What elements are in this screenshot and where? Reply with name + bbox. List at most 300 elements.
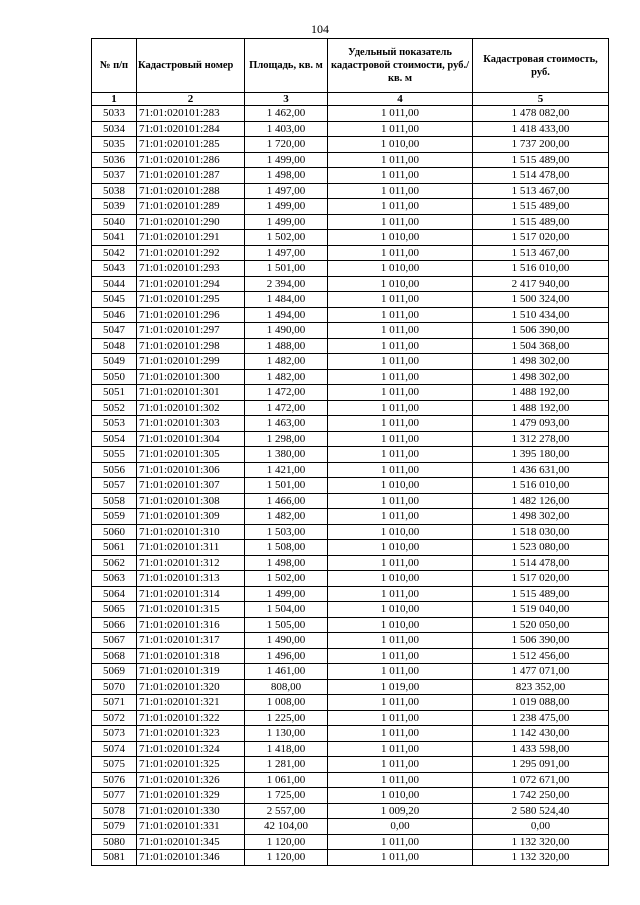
cell-row-number: 5079 (92, 819, 137, 835)
cell-row-number: 5075 (92, 757, 137, 773)
cell-row-number: 5045 (92, 292, 137, 308)
table-row (92, 431, 609, 447)
cell-area: 1 725,00 (245, 788, 328, 804)
table-row (92, 772, 609, 788)
cell-row-number: 5078 (92, 803, 137, 819)
cell-cadastral-number: 71:01:020101:331 (137, 819, 245, 835)
cell-row-number: 5057 (92, 478, 137, 494)
cell-row-number: 5065 (92, 602, 137, 618)
cell-specific-rate: 1 010,00 (328, 261, 473, 277)
cell-area: 1 461,00 (245, 664, 328, 680)
cell-cadastral-number: 71:01:020101:320 (137, 679, 245, 695)
table-row (92, 183, 609, 199)
cell-row-number: 5033 (92, 106, 137, 122)
cell-cadastral-cost: 1 418 433,00 (473, 121, 609, 137)
table-row (92, 400, 609, 416)
cell-area: 1 502,00 (245, 230, 328, 246)
cell-specific-rate: 1 011,00 (328, 741, 473, 757)
cell-cadastral-number: 71:01:020101:290 (137, 214, 245, 230)
header-cadastral-number: Кадастровый номер (137, 39, 245, 93)
cell-row-number: 5042 (92, 245, 137, 261)
cell-cadastral-cost: 1 479 093,00 (473, 416, 609, 432)
cell-specific-rate: 1 011,00 (328, 586, 473, 602)
cell-cadastral-cost: 1 498 302,00 (473, 509, 609, 525)
cell-area: 1 466,00 (245, 493, 328, 509)
cell-specific-rate: 1 011,00 (328, 214, 473, 230)
cell-cadastral-cost: 1 515 489,00 (473, 199, 609, 215)
cell-cadastral-number: 71:01:020101:321 (137, 695, 245, 711)
cell-row-number: 5055 (92, 447, 137, 463)
table-row (92, 617, 609, 633)
cell-cadastral-number: 71:01:020101:295 (137, 292, 245, 308)
cell-row-number: 5061 (92, 540, 137, 556)
cell-area: 1 497,00 (245, 183, 328, 199)
cell-area: 1 503,00 (245, 524, 328, 540)
cell-row-number: 5076 (92, 772, 137, 788)
column-number: 1 (92, 93, 137, 106)
cell-area: 1 462,00 (245, 106, 328, 122)
cell-area: 1 120,00 (245, 834, 328, 850)
header-number: № п/п (92, 39, 137, 93)
table-row (92, 741, 609, 757)
cell-cadastral-number: 71:01:020101:315 (137, 602, 245, 618)
cell-cadastral-cost: 1 482 126,00 (473, 493, 609, 509)
cell-specific-rate: 1 011,00 (328, 245, 473, 261)
cell-row-number: 5049 (92, 354, 137, 370)
cell-cadastral-number: 71:01:020101:291 (137, 230, 245, 246)
cell-cadastral-cost: 1 500 324,00 (473, 292, 609, 308)
cell-area: 1 488,00 (245, 338, 328, 354)
cell-row-number: 5036 (92, 152, 137, 168)
table-row (92, 524, 609, 540)
cell-area: 1 061,00 (245, 772, 328, 788)
cell-cadastral-cost: 1 072 671,00 (473, 772, 609, 788)
cell-specific-rate: 1 011,00 (328, 555, 473, 571)
table-row (92, 555, 609, 571)
cell-area: 1 403,00 (245, 121, 328, 137)
cell-cadastral-cost: 1 512 456,00 (473, 648, 609, 664)
cell-row-number: 5066 (92, 617, 137, 633)
cell-cadastral-number: 71:01:020101:301 (137, 385, 245, 401)
cell-cadastral-number: 71:01:020101:318 (137, 648, 245, 664)
cell-area: 1 499,00 (245, 199, 328, 215)
cell-specific-rate: 1 011,00 (328, 834, 473, 850)
cell-row-number: 5050 (92, 369, 137, 385)
cell-cadastral-number: 71:01:020101:300 (137, 369, 245, 385)
cell-cadastral-cost: 1 523 080,00 (473, 540, 609, 556)
cell-area: 1 499,00 (245, 152, 328, 168)
cell-row-number: 5062 (92, 555, 137, 571)
cell-row-number: 5059 (92, 509, 137, 525)
cell-row-number: 5054 (92, 431, 137, 447)
cell-cadastral-cost: 1 312 278,00 (473, 431, 609, 447)
cell-row-number: 5043 (92, 261, 137, 277)
cell-cadastral-cost: 1 516 010,00 (473, 478, 609, 494)
cell-cadastral-cost: 1 019 088,00 (473, 695, 609, 711)
cell-row-number: 5038 (92, 183, 137, 199)
cell-row-number: 5069 (92, 664, 137, 680)
cell-row-number: 5040 (92, 214, 137, 230)
column-number: 2 (137, 93, 245, 106)
table-row (92, 648, 609, 664)
cell-area: 1 421,00 (245, 462, 328, 478)
cell-specific-rate: 1 011,00 (328, 493, 473, 509)
cell-cadastral-cost: 1 516 010,00 (473, 261, 609, 277)
cell-specific-rate: 1 011,00 (328, 462, 473, 478)
cell-area: 808,00 (245, 679, 328, 695)
cell-specific-rate: 1 011,00 (328, 168, 473, 184)
cell-cadastral-cost: 1 142 430,00 (473, 726, 609, 742)
cell-area: 42 104,00 (245, 819, 328, 835)
cell-row-number: 5067 (92, 633, 137, 649)
cell-area: 1 502,00 (245, 571, 328, 587)
table-row (92, 462, 609, 478)
table-row (92, 493, 609, 509)
cell-specific-rate: 1 010,00 (328, 540, 473, 556)
cell-cadastral-number: 71:01:020101:313 (137, 571, 245, 587)
cell-cadastral-number: 71:01:020101:306 (137, 462, 245, 478)
table-row (92, 478, 609, 494)
cell-specific-rate: 1 011,00 (328, 431, 473, 447)
cell-row-number: 5081 (92, 850, 137, 866)
cell-specific-rate: 1 011,00 (328, 152, 473, 168)
cell-cadastral-cost: 1 498 302,00 (473, 354, 609, 370)
cell-specific-rate: 0,00 (328, 819, 473, 835)
cell-area: 1 494,00 (245, 307, 328, 323)
table-row (92, 834, 609, 850)
cell-cadastral-number: 71:01:020101:286 (137, 152, 245, 168)
table-row (92, 292, 609, 308)
cell-row-number: 5073 (92, 726, 137, 742)
cell-row-number: 5048 (92, 338, 137, 354)
cell-specific-rate: 1 010,00 (328, 137, 473, 153)
cell-cadastral-number: 71:01:020101:285 (137, 137, 245, 153)
column-number: 4 (328, 93, 473, 106)
cell-cadastral-number: 71:01:020101:326 (137, 772, 245, 788)
cell-area: 1 504,00 (245, 602, 328, 618)
cell-cadastral-number: 71:01:020101:345 (137, 834, 245, 850)
cell-cadastral-number: 71:01:020101:308 (137, 493, 245, 509)
table-row (92, 679, 609, 695)
cell-area: 1 501,00 (245, 261, 328, 277)
cell-cadastral-number: 71:01:020101:299 (137, 354, 245, 370)
cell-specific-rate: 1 010,00 (328, 478, 473, 494)
table-row (92, 369, 609, 385)
cell-cadastral-cost: 1 513 467,00 (473, 245, 609, 261)
cell-cadastral-number: 71:01:020101:311 (137, 540, 245, 556)
cell-area: 1 508,00 (245, 540, 328, 556)
cell-cadastral-number: 71:01:020101:316 (137, 617, 245, 633)
cell-specific-rate: 1 011,00 (328, 695, 473, 711)
cell-specific-rate: 1 011,00 (328, 369, 473, 385)
cell-cadastral-number: 71:01:020101:283 (137, 106, 245, 122)
cell-cadastral-cost: 2 580 524,40 (473, 803, 609, 819)
cell-specific-rate: 1 011,00 (328, 292, 473, 308)
table-row (92, 121, 609, 137)
cell-row-number: 5070 (92, 679, 137, 695)
column-number: 5 (473, 93, 609, 106)
cell-row-number: 5074 (92, 741, 137, 757)
cell-area: 1 499,00 (245, 214, 328, 230)
cell-cadastral-number: 71:01:020101:302 (137, 400, 245, 416)
cell-specific-rate: 1 011,00 (328, 664, 473, 680)
cell-specific-rate: 1 010,00 (328, 788, 473, 804)
table-row (92, 695, 609, 711)
cell-cadastral-number: 71:01:020101:325 (137, 757, 245, 773)
cell-cadastral-cost: 1 504 368,00 (473, 338, 609, 354)
cell-specific-rate: 1 009,20 (328, 803, 473, 819)
cell-specific-rate: 1 011,00 (328, 447, 473, 463)
cell-specific-rate: 1 011,00 (328, 385, 473, 401)
cell-cadastral-number: 71:01:020101:296 (137, 307, 245, 323)
cell-specific-rate: 1 011,00 (328, 121, 473, 137)
cell-area: 1 225,00 (245, 710, 328, 726)
cell-row-number: 5053 (92, 416, 137, 432)
table-row (92, 803, 609, 819)
cell-row-number: 5052 (92, 400, 137, 416)
cell-specific-rate: 1 011,00 (328, 710, 473, 726)
cell-specific-rate: 1 010,00 (328, 524, 473, 540)
cell-cadastral-number: 71:01:020101:309 (137, 509, 245, 525)
table-row (92, 152, 609, 168)
table-row (92, 710, 609, 726)
cell-row-number: 5041 (92, 230, 137, 246)
cell-specific-rate: 1 011,00 (328, 648, 473, 664)
cell-row-number: 5051 (92, 385, 137, 401)
cell-area: 1 484,00 (245, 292, 328, 308)
cell-area: 1 499,00 (245, 586, 328, 602)
cell-cadastral-cost: 1 488 192,00 (473, 400, 609, 416)
cell-cadastral-number: 71:01:020101:317 (137, 633, 245, 649)
cell-cadastral-number: 71:01:020101:319 (137, 664, 245, 680)
cell-specific-rate: 1 011,00 (328, 323, 473, 339)
cell-cadastral-number: 71:01:020101:305 (137, 447, 245, 463)
cell-cadastral-number: 71:01:020101:294 (137, 276, 245, 292)
table-row (92, 245, 609, 261)
cell-area: 1 380,00 (245, 447, 328, 463)
cell-area: 1 501,00 (245, 478, 328, 494)
table-row (92, 137, 609, 153)
cell-row-number: 5047 (92, 323, 137, 339)
cell-cadastral-cost: 1 433 598,00 (473, 741, 609, 757)
cell-area: 1 482,00 (245, 509, 328, 525)
cell-cadastral-cost: 823 352,00 (473, 679, 609, 695)
cell-row-number: 5060 (92, 524, 137, 540)
cell-cadastral-number: 71:01:020101:346 (137, 850, 245, 866)
cell-cadastral-number: 71:01:020101:314 (137, 586, 245, 602)
table-row (92, 664, 609, 680)
table-header-row (92, 39, 609, 93)
cell-area: 1 720,00 (245, 137, 328, 153)
cell-area: 1 482,00 (245, 354, 328, 370)
cell-cadastral-cost: 1 514 478,00 (473, 168, 609, 184)
cell-specific-rate: 1 011,00 (328, 633, 473, 649)
table-row (92, 199, 609, 215)
cell-area: 1 418,00 (245, 741, 328, 757)
column-number: 3 (245, 93, 328, 106)
cell-specific-rate: 1 011,00 (328, 354, 473, 370)
cell-area: 1 497,00 (245, 245, 328, 261)
cell-row-number: 5080 (92, 834, 137, 850)
cell-cadastral-cost: 1 515 489,00 (473, 214, 609, 230)
cell-cadastral-cost: 1 510 434,00 (473, 307, 609, 323)
page-number: 104 (311, 22, 329, 36)
cell-area: 2 557,00 (245, 803, 328, 819)
cell-cadastral-cost: 1 478 082,00 (473, 106, 609, 122)
cell-specific-rate: 1 011,00 (328, 106, 473, 122)
cell-cadastral-cost: 1 515 489,00 (473, 152, 609, 168)
cell-area: 1 490,00 (245, 323, 328, 339)
cell-specific-rate: 1 011,00 (328, 850, 473, 866)
cell-cadastral-number: 71:01:020101:312 (137, 555, 245, 571)
cell-cadastral-number: 71:01:020101:287 (137, 168, 245, 184)
cell-area: 1 498,00 (245, 168, 328, 184)
cell-specific-rate: 1 010,00 (328, 276, 473, 292)
cell-cadastral-cost: 1 506 390,00 (473, 323, 609, 339)
cadastral-value-table (91, 38, 609, 866)
cell-cadastral-number: 71:01:020101:303 (137, 416, 245, 432)
cell-area: 1 505,00 (245, 617, 328, 633)
cell-row-number: 5058 (92, 493, 137, 509)
cell-area: 2 394,00 (245, 276, 328, 292)
cell-row-number: 5064 (92, 586, 137, 602)
cell-row-number: 5056 (92, 462, 137, 478)
cell-cadastral-cost: 1 517 020,00 (473, 571, 609, 587)
cell-cadastral-cost: 1 506 390,00 (473, 633, 609, 649)
header-cadastral-cost: Кадастровая стоимость, руб. (473, 39, 609, 93)
table-row (92, 509, 609, 525)
table-row (92, 307, 609, 323)
cell-area: 1 008,00 (245, 695, 328, 711)
table-row (92, 571, 609, 587)
table-row (92, 168, 609, 184)
cell-area: 1 298,00 (245, 431, 328, 447)
cell-specific-rate: 1 011,00 (328, 772, 473, 788)
cell-area: 1 130,00 (245, 726, 328, 742)
cell-cadastral-cost: 1 518 030,00 (473, 524, 609, 540)
cell-specific-rate: 1 011,00 (328, 416, 473, 432)
cell-cadastral-number: 71:01:020101:307 (137, 478, 245, 494)
table-row (92, 106, 609, 122)
cell-cadastral-cost: 1 742 250,00 (473, 788, 609, 804)
cell-row-number: 5039 (92, 199, 137, 215)
cell-specific-rate: 1 010,00 (328, 617, 473, 633)
table-row (92, 416, 609, 432)
cell-area: 1 281,00 (245, 757, 328, 773)
table-row (92, 726, 609, 742)
table-row (92, 819, 609, 835)
cell-cadastral-number: 71:01:020101:310 (137, 524, 245, 540)
cell-cadastral-cost: 1 737 200,00 (473, 137, 609, 153)
cell-area: 1 482,00 (245, 369, 328, 385)
cell-cadastral-cost: 1 517 020,00 (473, 230, 609, 246)
header-area: Площадь, кв. м (245, 39, 328, 93)
table-row (92, 276, 609, 292)
cell-specific-rate: 1 011,00 (328, 199, 473, 215)
cell-specific-rate: 1 011,00 (328, 509, 473, 525)
table-row (92, 602, 609, 618)
cell-cadastral-cost: 1 520 050,00 (473, 617, 609, 633)
cell-row-number: 5037 (92, 168, 137, 184)
cell-area: 1 472,00 (245, 400, 328, 416)
table-row (92, 214, 609, 230)
cell-cadastral-cost: 1 488 192,00 (473, 385, 609, 401)
cell-row-number: 5063 (92, 571, 137, 587)
cell-area: 1 463,00 (245, 416, 328, 432)
cell-area: 1 498,00 (245, 555, 328, 571)
cell-cadastral-cost: 1 477 071,00 (473, 664, 609, 680)
table-row (92, 261, 609, 277)
cell-cadastral-cost: 1 519 040,00 (473, 602, 609, 618)
table-row (92, 586, 609, 602)
cell-cadastral-number: 71:01:020101:329 (137, 788, 245, 804)
cell-cadastral-number: 71:01:020101:322 (137, 710, 245, 726)
cell-cadastral-number: 71:01:020101:324 (137, 741, 245, 757)
cell-row-number: 5071 (92, 695, 137, 711)
cell-specific-rate: 1 010,00 (328, 602, 473, 618)
cell-cadastral-cost: 1 395 180,00 (473, 447, 609, 463)
cell-specific-rate: 1 011,00 (328, 183, 473, 199)
cell-cadastral-number: 71:01:020101:284 (137, 121, 245, 137)
cell-cadastral-number: 71:01:020101:289 (137, 199, 245, 215)
table-body (92, 93, 609, 866)
table-row (92, 354, 609, 370)
cell-cadastral-cost: 1 238 475,00 (473, 710, 609, 726)
table-row (92, 323, 609, 339)
cell-cadastral-number: 71:01:020101:297 (137, 323, 245, 339)
cell-cadastral-cost: 1 498 302,00 (473, 369, 609, 385)
cell-area: 1 472,00 (245, 385, 328, 401)
cell-row-number: 5034 (92, 121, 137, 137)
cell-cadastral-cost: 1 514 478,00 (473, 555, 609, 571)
cell-cadastral-number: 71:01:020101:292 (137, 245, 245, 261)
cell-cadastral-cost: 1 515 489,00 (473, 586, 609, 602)
cell-cadastral-number: 71:01:020101:293 (137, 261, 245, 277)
cell-cadastral-number: 71:01:020101:323 (137, 726, 245, 742)
cell-cadastral-cost: 1 132 320,00 (473, 834, 609, 850)
table-row (92, 230, 609, 246)
cell-cadastral-cost: 1 132 320,00 (473, 850, 609, 866)
cell-cadastral-cost: 1 513 467,00 (473, 183, 609, 199)
cell-cadastral-cost: 0,00 (473, 819, 609, 835)
cell-specific-rate: 1 010,00 (328, 571, 473, 587)
cell-area: 1 496,00 (245, 648, 328, 664)
cell-specific-rate: 1 011,00 (328, 307, 473, 323)
cell-specific-rate: 1 019,00 (328, 679, 473, 695)
cell-row-number: 5077 (92, 788, 137, 804)
cell-area: 1 120,00 (245, 850, 328, 866)
cell-row-number: 5044 (92, 276, 137, 292)
cell-cadastral-cost: 1 295 091,00 (473, 757, 609, 773)
cell-cadastral-number: 71:01:020101:298 (137, 338, 245, 354)
cell-cadastral-number: 71:01:020101:288 (137, 183, 245, 199)
table-row (92, 850, 609, 866)
table-row (92, 447, 609, 463)
table-row (92, 385, 609, 401)
cell-specific-rate: 1 011,00 (328, 726, 473, 742)
table-row (92, 757, 609, 773)
cell-cadastral-number: 71:01:020101:330 (137, 803, 245, 819)
cell-area: 1 490,00 (245, 633, 328, 649)
cell-row-number: 5035 (92, 137, 137, 153)
cell-row-number: 5046 (92, 307, 137, 323)
cell-cadastral-number: 71:01:020101:304 (137, 431, 245, 447)
header-specific-rate: Удельный показатель кадастровой стоимости, руб./кв. м (328, 39, 473, 93)
cell-row-number: 5068 (92, 648, 137, 664)
cell-specific-rate: 1 011,00 (328, 757, 473, 773)
cell-cadastral-cost: 1 436 631,00 (473, 462, 609, 478)
cell-specific-rate: 1 011,00 (328, 338, 473, 354)
